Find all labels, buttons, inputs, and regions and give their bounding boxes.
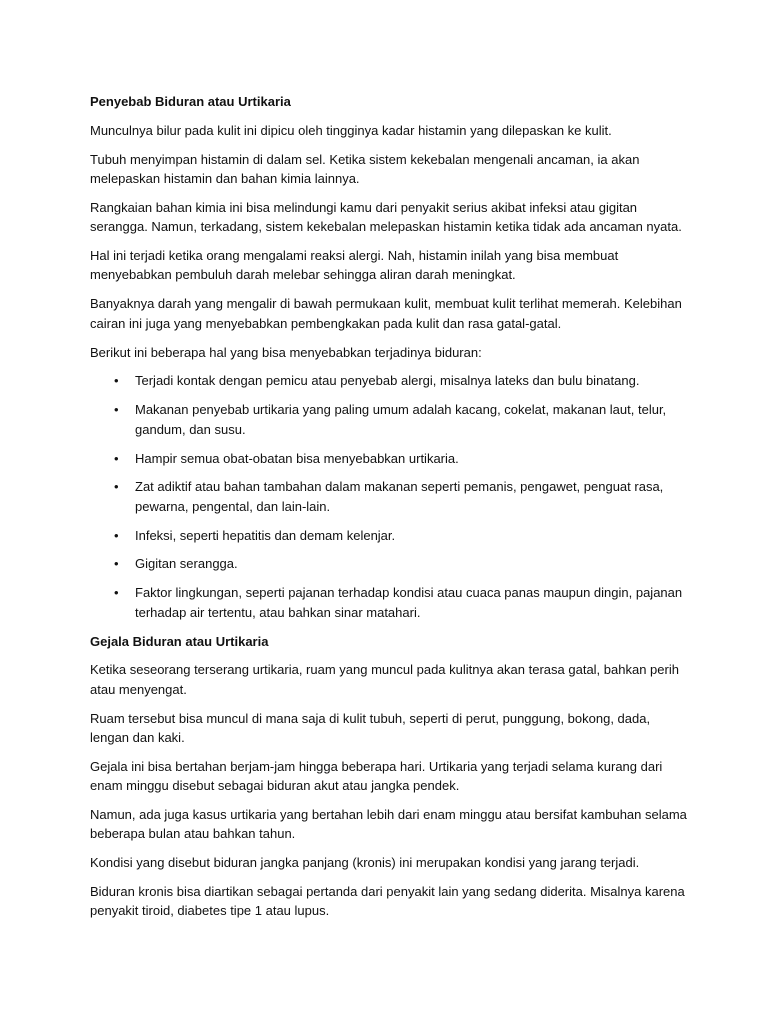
list-item bbox=[90, 400, 690, 439]
paragraph: Berikut ini beberapa hal yang bisa menyebabkan terjadinya biduran: bbox=[90, 344, 482, 360]
bullet-icon: • bbox=[114, 450, 119, 466]
paragraph: Munculnya bilur pada kulit ini dipicu oleh tingginya kadar histamin yang dilepaskan ke kulit. bbox=[90, 122, 612, 138]
list-item-text: Gigitan serangga. bbox=[135, 556, 238, 572]
list-item bbox=[90, 526, 690, 545]
bullet-icon: • bbox=[114, 479, 119, 495]
paragraph: Biduran kronis bisa diartikan sebagai pertanda dari penyakit lain yang sedang diderita. Misalnya karena penyakit tiroid, diabetes tipe 1 atau lupus. bbox=[90, 884, 685, 919]
causes-list bbox=[90, 371, 690, 622]
bullet-icon: • bbox=[114, 402, 119, 418]
paragraph: Tubuh menyimpan histamin di dalam sel. Ketika sistem kekebalan mengenali ancaman, ia akan melepaskan histamin dan bahan kimia lainnya. bbox=[90, 151, 640, 187]
section-heading-gejala: Gejala Biduran atau Urtikaria bbox=[90, 633, 269, 649]
list-item-text: Zat adiktif atau bahan tambahan dalam makanan seperti pemanis, pengawet, penguat rasa, pewarna, pengental, dan lain-lain. bbox=[135, 479, 664, 514]
bullet-icon: • bbox=[114, 585, 119, 601]
paragraph: Hal ini terjadi ketika orang mengalami reaksi alergi. Nah, histamin inilah yang bisa membuat menyebabkan pembuluh darah melebar sehingga aliran darah meningkat. bbox=[90, 248, 619, 283]
list-item bbox=[90, 371, 690, 390]
paragraph: Banyaknya darah yang mengalir di bawah permukaan kulit, membuat kulit terlihat memerah. Kelebihan cairan ini juga yang menyebabkan pembengkakan pada kulit dan rasa gatal-gatal. bbox=[90, 296, 682, 331]
bullet-icon: • bbox=[114, 373, 119, 389]
paragraph: Ruam tersebut bisa muncul di mana saja di kulit tubuh, seperti di perut, punggung, bokong, dada, lengan dan kaki. bbox=[90, 710, 651, 745]
paragraph: Rangkaian bahan kimia ini bisa melindungi kamu dari penyakit serius akibat infeksi atau gigitan serangga. Namun, terkadang, sistem kekebalan melepaskan histamin ketika tidak ada ancaman nyata. bbox=[90, 199, 682, 235]
paragraph: Kondisi yang disebut biduran jangka panjang (kronis) ini merupakan kondisi yang jarang terjadi. bbox=[90, 855, 640, 871]
list-item bbox=[90, 554, 690, 573]
list-item bbox=[90, 449, 690, 468]
list-item-text: Infeksi, seperti hepatitis dan demam kelenjar. bbox=[135, 527, 396, 543]
bullet-icon: • bbox=[114, 527, 119, 543]
list-item-text: Makanan penyebab urtikaria yang paling umum adalah kacang, cokelat, makanan laut, telur, gandum, dan susu. bbox=[135, 402, 667, 437]
section-heading-penyebab: Penyebab Biduran atau Urtikaria bbox=[90, 94, 291, 109]
list-item-text: Terjadi kontak dengan pemicu atau penyebab alergi, misalnya lateks dan bulu binatang. bbox=[135, 373, 640, 389]
list-item-text: Hampir semua obat-obatan bisa menyebabkan urtikaria. bbox=[135, 450, 459, 466]
paragraph: Gejala ini bisa bertahan berjam-jam hingga beberapa hari. Urtikaria yang terjadi selama kurang dari enam minggu disebut sebagai biduran akut atau jangka pendek. bbox=[90, 758, 663, 794]
paragraph: Namun, ada juga kasus urtikaria yang bertahan lebih dari enam minggu atau bersifat kambuhan selama beberapa bulan atau bahkan tahun. bbox=[90, 807, 687, 842]
paragraph: Ketika seseorang terserang urtikaria, ruam yang muncul pada kulitnya akan terasa gatal, bahkan perih atau menyengat. bbox=[90, 662, 679, 697]
document-page bbox=[90, 92, 690, 930]
list-item bbox=[90, 583, 690, 622]
list-item-text: Faktor lingkungan, seperti pajanan terhadap kondisi atau cuaca panas maupun dingin, pajanan terhadap air tertentu, atau bahkan sinar matahari. bbox=[135, 585, 683, 620]
list-item bbox=[90, 477, 690, 516]
bullet-icon: • bbox=[114, 556, 119, 572]
